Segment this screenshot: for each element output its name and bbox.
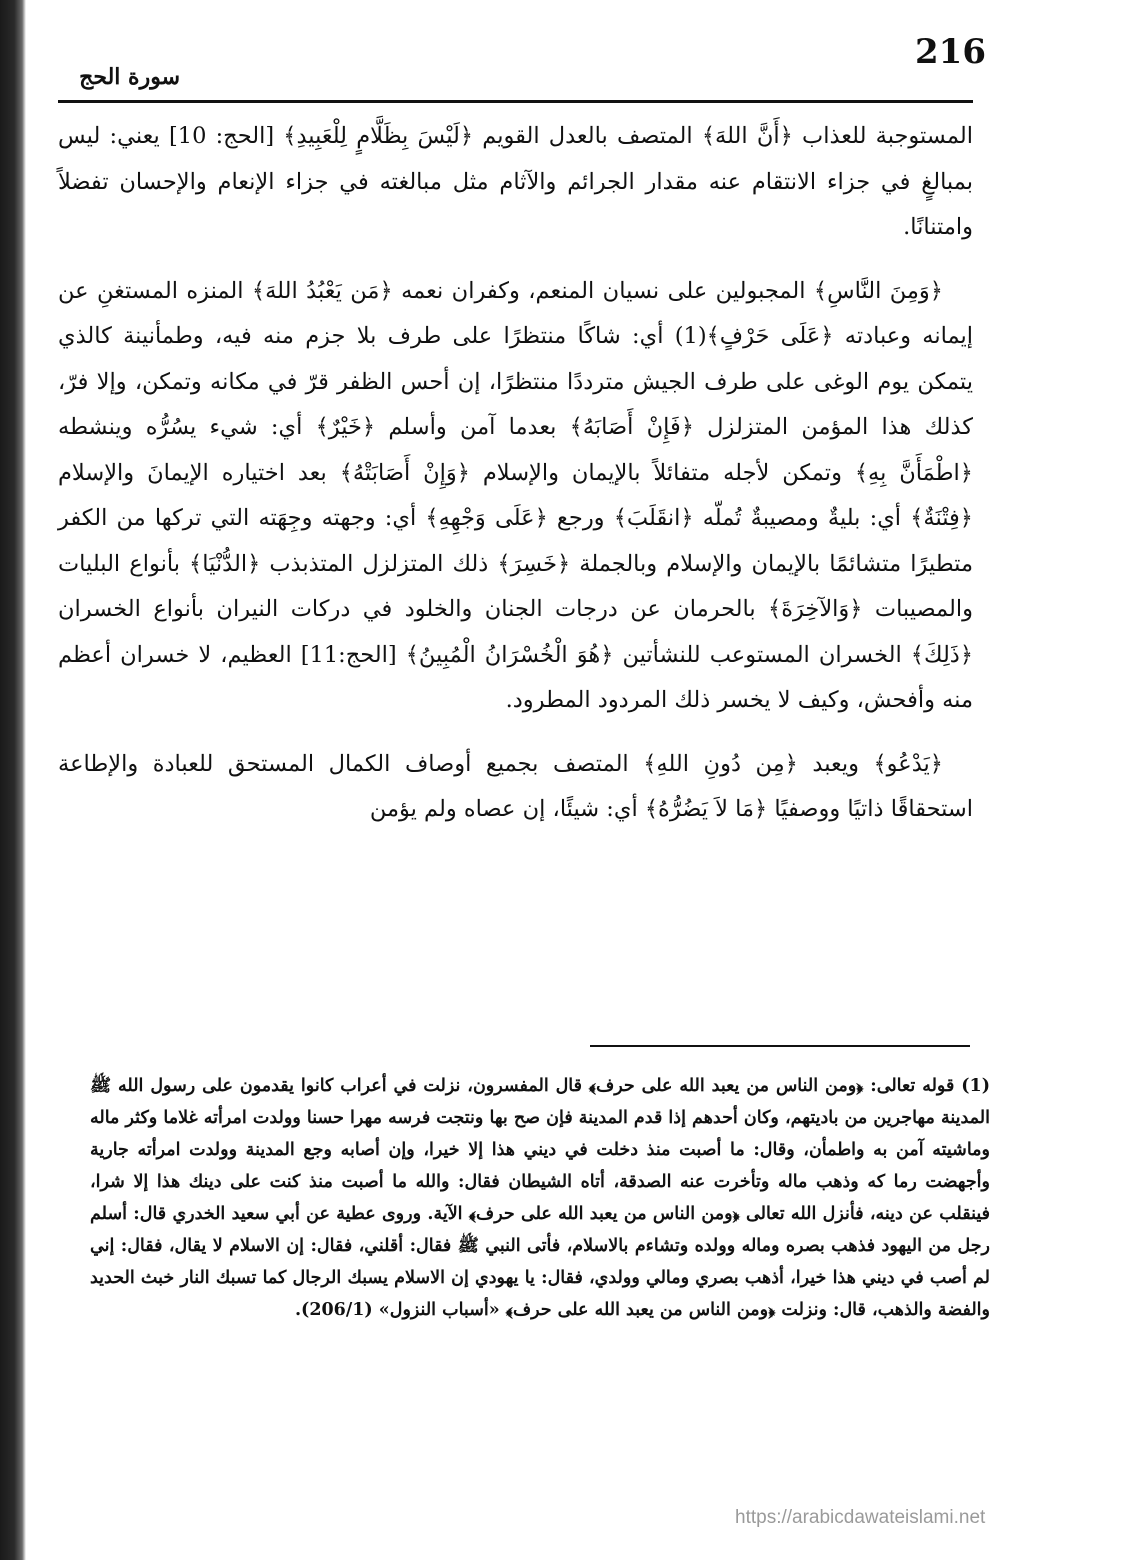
paragraph-2: ﴿وَمِنَ النَّاسِ﴾ المجبولين على نسيان المنعم، وكفران نعمه ﴿مَن يَعْبُدُ اللهَ﴾ المنزه المستغنِ عن إيمانه وعبادته ﴿عَلَى حَرْفٍ﴾(1) أي: شاكًا منتظرًا على طرف بلا جزم منه فيه، وطمأنينة كالذي يتمكن يوم الوغى على طرف الجيش مترددًا منتظرًا، إن أحس الظفر قرّ في مكانه وتمكن، وإلا فرّ، كذلك هذا المؤمن المتزلزل ﴿فَإِنْ أَصَابَهُ﴾ بعدما آمن وأسلم ﴿خَيْرٌ﴾ أي: شيء يسُرُّه وينشطه ﴿اطْمَأَنَّ بِهِ﴾ وتمكن لأجله متفائلاً بالإيمان والإسلام ﴿وَإِنْ أَصَابَتْهُ﴾ بعد اختياره الإيمانَ والإسلام ﴿فِتْنَةٌ﴾ أي: بليةٌ ومصيبةٌ تُملّه ﴿انقَلَبَ﴾ ورجع ﴿عَلَى وَجْهِهِ﴾ أي: وجهته وجِهَته التي تركها من الكفر متطيرًا متشائمًا بالإيمان والإسلام وبالجملة ﴿خَسِرَ﴾ ذلك المتزلزل المتذبذب ﴿الدُّنْيَا﴾ بأنواع البليات والمصيبات ﴿وَالآخِرَةَ﴾ بالحرمان عن درجات الجنان والخلود في دركات النيران بأنواع الخسران ﴿ذَلِكَ﴾ الخسران المستوعب للنشأتين ﴿هُوَ الْخُسْرَانُ الْمُبِينُ﴾ [الحج:11] العظيم، لا خسران أعظم منه وأفحش، وكيف لا يخسر ذلك المردود المطرود. <box>58 277 973 713</box>
paragraph-1: المستوجبة للعذاب ﴿أَنَّ اللهَ﴾ المتصف بالعدل القويم ﴿لَيْسَ بِظَلَّامٍ لِلْعَبِيدِ﴾ [الحج: 10] يعني: ليس بمبالغٍ في جزاء الانتقام عنه مقدار الجرائم والآثام مثل مبالغته في جزاء الإنعام والإحسان تفضلاً وامتنانًا. <box>58 123 973 240</box>
header-divider <box>58 100 973 103</box>
footnote-text: (1) قوله تعالى: ﴿ومن الناس من يعبد الله على حرف﴾ قال المفسرون، نزلت في أعراب كانوا يقدمون على رسول الله ﷺ المدينة مهاجرين من باديتهم، وكان أحدهم إذا قدم المدينة فإن صح بها ونتجت فرسه مهرا حسنا وولدت امرأته غلاما وكثر ماله وماشيته آمن به واطمأن، وقال: ما أصبت منذ دخلت في ديني هذا إلا خيرا، وإن أصابه وجع المدينة وولدت امرأته جارية وأجهضت رما كه وذهب ماله وتأخرت عنه الصدقة، أتاه الشيطان فقال: والله ما أصبت منذ كنت على دينك هذا إلا شرا، فينقلب عن دينه، فأنزل الله تعالى ﴿ومن الناس من يعبد الله على حرف﴾ الآية. وروى عطية عن أبي سعيد الخدري قال: أسلم رجل من اليهود فذهب بصره وماله وولده وتشاءم بالاسلام، فأتى النبي ﷺ فقال: أقلني، فقال: إن الاسلام لا يقال، فقال: إني لم أصب في ديني هذا خيرا، أذهب بصري ومالي وولدي، فقال: يا يهودي إن الاسلام يسبك الرجال كما تسبك النار خبث الحديد والفضة والذهب، قال: ونزلت ﴿ومن الناس من يعبد الله على حرف﴾ «أسباب النزول» (206/1). <box>90 1076 990 1320</box>
scan-edge-shadow <box>0 0 26 1560</box>
watermark-url: https://arabicdawateislami.net <box>735 1507 986 1528</box>
running-header: سورة الحج <box>79 64 180 90</box>
footnote-divider <box>590 1045 970 1047</box>
footnote <box>90 1070 990 1326</box>
paragraph-3: ﴿يَدْعُو﴾ ويعبد ﴿مِن دُونِ اللهِ﴾ المتصف بجميع أوصاف الكمال المستحق للعبادة والإطاعة استحقاقًا ذاتيًا ووصفيًا ﴿مَا لاَ يَضُرُّهُ﴾ أي: شيئًا، إن عصاه ولم يؤمن <box>58 750 973 822</box>
page-number: 216 <box>915 32 986 72</box>
main-body-text <box>58 114 973 851</box>
